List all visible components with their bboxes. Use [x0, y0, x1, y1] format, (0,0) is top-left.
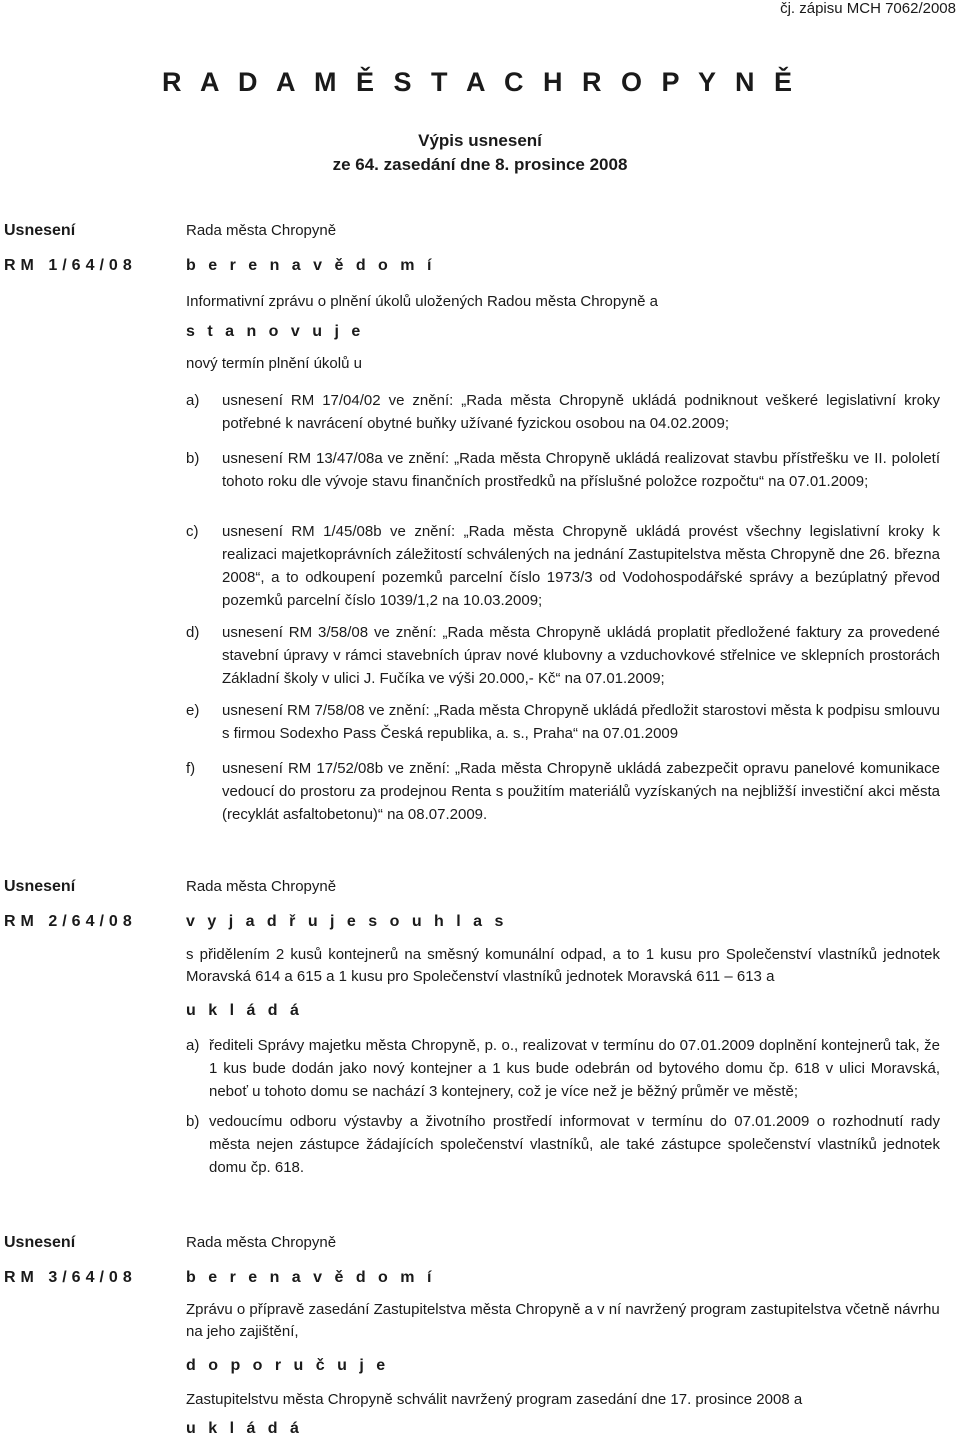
item-letter: e) — [186, 702, 200, 719]
resolution-text: Informativní zprávu o plnění úkolů uložených Radou města Chropyně a — [186, 293, 658, 310]
item-text: usnesení RM 17/04/02 ve znění: „Rada města Chropyně ukládá podniknout veškeré legislativní kroky potřebné k navrácení obytné buňky užívané fyzickou osobou na 04.02.2009; — [222, 392, 940, 432]
list-item — [186, 757, 940, 826]
item-letter: b) — [186, 450, 200, 467]
item-text: řediteli Správy majetku města Chropyně, p. o., realizovat v termínu do 07.01.2009 doplnění kontejnerů tak, že 1 kus bude dodán jako nový kontejner a 1 kus bude odebrán od bytového domu čp. 618 v ulici Moravská, neboť u tohoto domu se nachází 3 kontejnery, což je více než je běžný průměr ve městě; — [209, 1037, 940, 1100]
subtitle-session-date: ze 64. zasedání dne 8. prosince 2008 — [332, 155, 628, 174]
resolution-label: Usnesení — [4, 1234, 76, 1251]
item-text: usnesení RM 1/45/08b ve znění: „Rada města Chropyně ukládá provést všechny legislativní kroky k realizaci majetkoprávních záležitostí schválených na jednání Zastupitelstva města Chropyně dne 26. března 2008“, a to odkoupení pozemků parcelní číslo 1973/3 od Vodohospodářské správy a bezúplatný převod pozemků parcelní číslo 1039/1,2 na 10.03.2009; — [222, 523, 940, 609]
resolution-label: Usnesení — [4, 222, 76, 239]
list-item — [186, 520, 940, 612]
item-letter: a) — [186, 392, 200, 409]
resolution-body: Rada města Chropyně — [186, 878, 337, 895]
item-letter: c) — [186, 523, 199, 540]
list-item — [186, 1034, 940, 1103]
resolution-keyword: u k l á d á — [186, 1420, 303, 1437]
subtitle-excerpt: Výpis usnesení — [418, 131, 542, 150]
item-letter: b) — [186, 1113, 200, 1130]
resolution-keyword: v y j a d ř u j e s o u h l a s — [186, 913, 508, 930]
list-item — [186, 699, 940, 745]
item-text: usnesení RM 3/58/08 ve znění: „Rada města Chropyně ukládá proplatit předložené faktury za provedené stavební úpravy v rámci stavebních úprav nové klubovny a vzduchovkové střelnice ve sklepních prostorách Základní školy v ulici J. Fučíka ve výši 20.000,- Kč“ na 07.01.2009; — [222, 624, 940, 687]
resolution-number: RM 1/64/08 — [4, 257, 137, 274]
resolution-body: Rada města Chropyně — [186, 222, 337, 239]
item-letter: f) — [186, 760, 196, 777]
resolution-keyword: s t a n o v u j e — [186, 323, 365, 340]
page-title: R A D A M Ě S T A C H R O P Y N Ě — [161, 67, 799, 97]
item-text: usnesení RM 17/52/08b ve znění: „Rada města Chropyně ukládá zabezpečit opravu panelové komunikace vedoucí do prostoru za prodejnou Renta s použitím materiálů vyzískaných na nejbližší investiční akci města (recyklát asfaltobetonu)“ na 08.07.2009. — [222, 760, 940, 823]
list-item — [186, 389, 940, 435]
item-letter: a) — [186, 1037, 200, 1054]
resolution-text: nový termín plnění úkolů u — [186, 355, 362, 372]
list-item — [186, 1110, 940, 1179]
resolution-text: Zastupitelstvu města Chropyně schválit navržený program zasedání dne 17. prosince 2008 a — [186, 1391, 803, 1408]
resolution-number: RM 3/64/08 — [4, 1269, 137, 1286]
resolution-keyword: b e r e n a v ě d o m í — [186, 1269, 436, 1286]
resolution-text: s přidělením 2 kusů kontejnerů na směsný komunální odpad, a to 1 kusu pro Společenství vlastníků jednotek Moravská 614 a 615 a 1 kusu pro Společenství vlastníků jednotek Moravská 611 – 613 a — [186, 946, 940, 985]
resolution-body: Rada města Chropyně — [186, 1234, 337, 1251]
document-reference: čj. zápisu MCH 7062/2008 — [780, 0, 956, 17]
item-text: usnesení RM 13/47/08a ve znění: „Rada města Chropyně ukládá realizovat stavbu přístřešku ve II. pololetí tohoto roku dle vývoje stavu finančních prostředků na příslušné položce rozpočtu“ na 07.01.2009; — [222, 450, 940, 490]
resolution-keyword: u k l á d á — [186, 1002, 303, 1019]
item-text: vedoucímu odboru výstavby a životního prostředí informovat v termínu do 07.01.2009 o rozhodnutí rady města nejen zástupce žádajících společenství vlastníků, ale také zástupce společenství vlastníků jednotek domu čp. 618. — [209, 1113, 940, 1176]
resolution-text: Zprávu o přípravě zasedání Zastupitelstva města Chropyně a v ní navržený program zastupitelstva včetně návrhu na jeho zajištění, — [186, 1301, 940, 1340]
item-letter: d) — [186, 624, 200, 641]
resolution-label: Usnesení — [4, 878, 76, 895]
list-item — [186, 447, 940, 493]
resolution-keyword: b e r e n a v ě d o m í — [186, 257, 436, 274]
list-item — [186, 621, 940, 690]
resolution-number: RM 2/64/08 — [4, 913, 137, 930]
resolution-keyword: d o p o r u č u j e — [186, 1357, 390, 1374]
item-text: usnesení RM 7/58/08 ve znění: „Rada města Chropyně ukládá předložit starostovi města k podpisu smlouvu s firmou Sodexho Pass Česká republika, a. s., Praha“ na 07.01.2009 — [222, 702, 940, 742]
